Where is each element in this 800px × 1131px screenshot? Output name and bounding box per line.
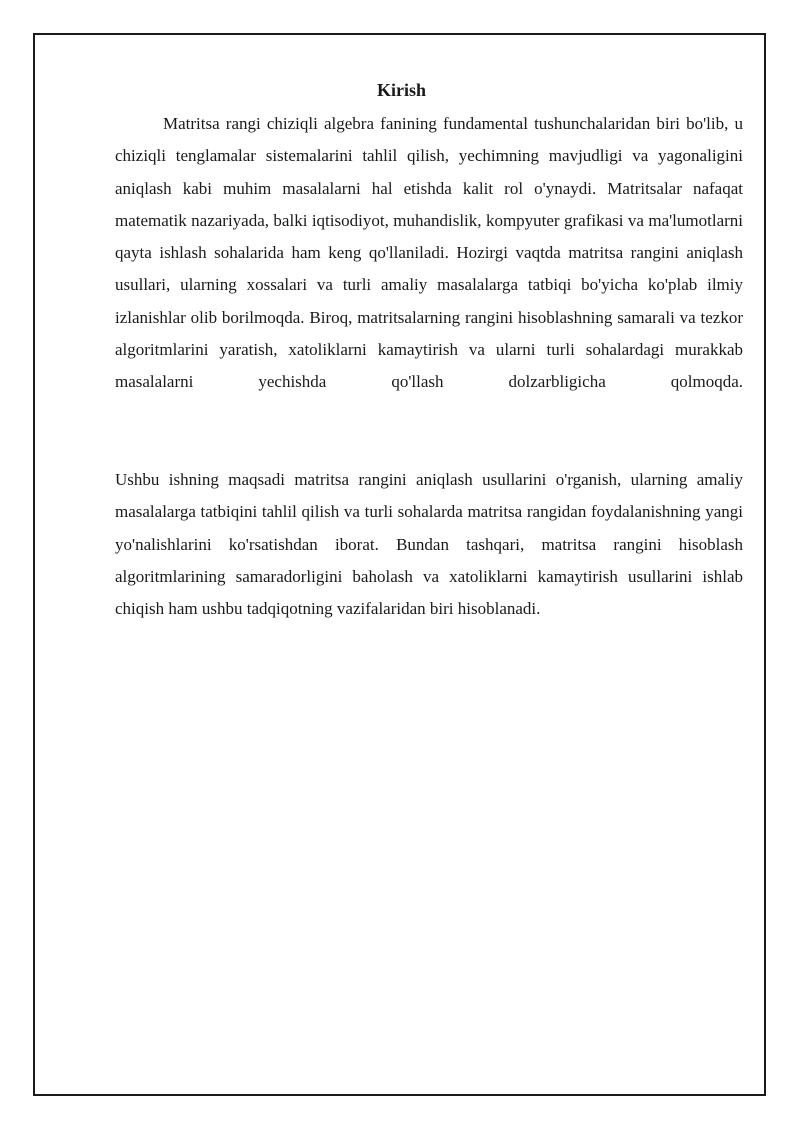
page-border	[33, 33, 766, 1096]
introduction-paragraph: Matritsa rangi chiziqli algebra fanining fundamental tushunchalaridan biri bo'lib, u chiziqli tenglamalar sistemalarini tahlil qilish, yechimning mavjudligi va yagonaligini aniqlash kabi muhim masalalarni hal etishda kalit rol o'ynaydi. Matritsalar nafaqat matematik nazariyada, balki iqtisodiyot, muhandislik, kompyuter grafikasi va ma'lumotlarni qayta ishlash sohalarida ham keng qo'llaniladi. Hozirgi vaqtda matritsa rangini aniqlash usullari, ularning xossalari va turli amaliy masalalarga tatbiqi bo'yicha ko'plab ilmiy izlanishlar olib borilmoqda. Biroq, matritsalarning rangini hisoblashning samarali va tezkor algoritmlarini yaratish, xatoliklarni kamaytirish va ularni turli sohalardagi murakkab masalalarni yechishda qo'llash dolzarbligicha qolmoqda.	[115, 114, 743, 392]
section-heading: Kirish	[376, 80, 426, 100]
objective-paragraph: Ushbu ishning maqsadi matritsa rangini aniqlash usullarini o'rganish, ularning amaliy masalalarga tatbiqini tahlil qilish va turli sohalarda matritsa rangidan foydalanishning yangi yo'nalishlarini ko'rsatishdan iborat. Bundan tashqari, matritsa rangini hisoblash algoritmlarining samaradorligini baholash va xatoliklarni kamaytirish usullarini ishlab chiqish ham ushbu tadqiqotning vazifalaridan biri hisoblanadi.	[115, 470, 743, 619]
